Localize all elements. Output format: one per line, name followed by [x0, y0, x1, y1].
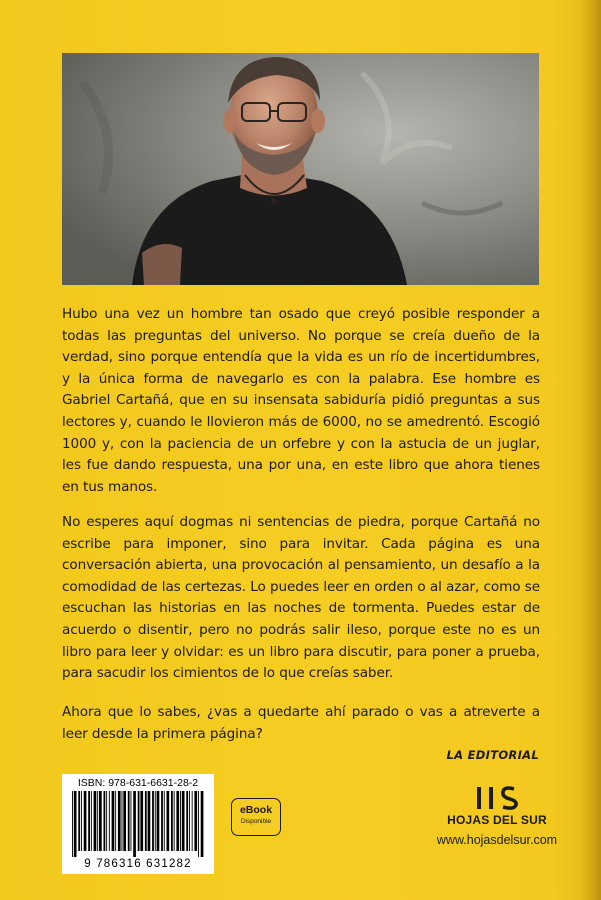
barcode-bar — [133, 791, 136, 857]
signature: LA EDITORIAL — [446, 748, 539, 762]
barcode-bar — [91, 791, 92, 851]
publisher-logo-icon — [474, 786, 520, 810]
barcode-bar — [161, 791, 163, 851]
barcode-bar — [74, 791, 77, 857]
barcode-bar — [115, 791, 116, 851]
barcode-bar — [109, 791, 110, 851]
barcode-bar — [78, 791, 80, 851]
barcode-bar — [99, 791, 102, 851]
barcode-bar — [198, 791, 199, 857]
barcode-bar — [164, 791, 165, 851]
publisher-block — [425, 786, 569, 847]
description-paragraph-1: Hubo una vez un hombre tan osado que creyó posible responder a todas las preguntas del universo. No porque se creía dueño de la verdad, sino porque entendía que la vida es un río de incertidumbres, y la única forma de navegarlo es con la palabra. Ese hombre es Gabriel Cartañá, que en su insensata sabiduría pidió preguntas a sus lectores y, cuando le llovieron más de 6000, no se amedrentó. Escogió 1000 y, con la paciencia de un orfebre y con la astucia de un juglar, les fue dando respuesta, una por una, en este libro que ahora tienes en tus manos. — [62, 306, 540, 495]
barcode-bar — [176, 791, 179, 851]
ebook-badge-title: eBook — [239, 804, 273, 816]
barcode-bar — [106, 791, 107, 851]
barcode-bar — [171, 791, 173, 851]
barcode-bar — [104, 791, 106, 851]
barcode-bar — [112, 791, 115, 851]
barcode-bar — [148, 791, 151, 851]
barcode-icon — [68, 791, 208, 857]
barcode-bar — [72, 791, 73, 857]
barcode-bar — [152, 791, 154, 851]
barcode-bar — [123, 791, 126, 851]
barcode-bar — [174, 791, 175, 851]
barcode-bar — [140, 791, 143, 851]
barcode-bar — [155, 791, 156, 851]
barcode-bar — [81, 791, 82, 851]
barcode-bar — [182, 791, 185, 851]
publisher-name: HOJAS DEL SUR — [447, 813, 547, 827]
barcode-bar — [157, 791, 160, 851]
publisher-website: www.hojasdelsur.com — [436, 833, 558, 847]
author-photo — [62, 53, 539, 285]
barcode-bar — [88, 791, 90, 851]
barcode-bar — [201, 791, 204, 857]
barcode-bar — [189, 791, 190, 851]
barcode-bar — [167, 791, 170, 851]
barcode-bar — [131, 791, 132, 851]
description-paragraph-2: No esperes aquí dogmas ni sentencias de piedra, porque Cartañá no escribe para imponer, sino para invitar. Cada página es una conversación abierta, una provocación al pensamiento, un desafío a la comodidad de las certezas. Lo puedes leer en orden o al azar, como se escuchan las historias en las noches de tormenta. Puedes estar de acuerdo o disentir, pero no podrás salir ileso, porque este no es un libro para leer y olvidar: es un libro para discutir, para poner a prueba, para sacudir los cimientos de lo que creías saber. — [62, 514, 540, 682]
description-paragraph-3: Ahora que lo sabes, ¿vas a quedarte ahí parado o vas a atreverte a leer desde la primera página? — [62, 704, 540, 742]
author-portrait-icon — [62, 53, 539, 285]
spine-shadow — [579, 0, 601, 900]
barcode-bar — [118, 791, 121, 851]
barcode-bar — [94, 791, 97, 851]
barcode-panel — [62, 774, 214, 874]
ebook-badge-subtitle: Disponible — [240, 818, 272, 825]
barcode-bar — [180, 791, 181, 851]
barcode-bar — [145, 791, 147, 851]
barcode-digits: 9 786316 631282 — [84, 858, 192, 870]
barcode-bar — [97, 791, 98, 851]
barcode-bar — [138, 791, 140, 851]
barcode-bar — [122, 791, 123, 851]
barcode-bar — [186, 791, 188, 851]
barcode-bar — [194, 791, 197, 851]
barcode-bar — [128, 791, 130, 851]
ebook-badge — [231, 798, 281, 836]
barcode-bar — [84, 791, 87, 851]
barcode-bar — [192, 791, 193, 851]
isbn-label: ISBN: 978-631-6631-28-2 — [77, 777, 199, 789]
